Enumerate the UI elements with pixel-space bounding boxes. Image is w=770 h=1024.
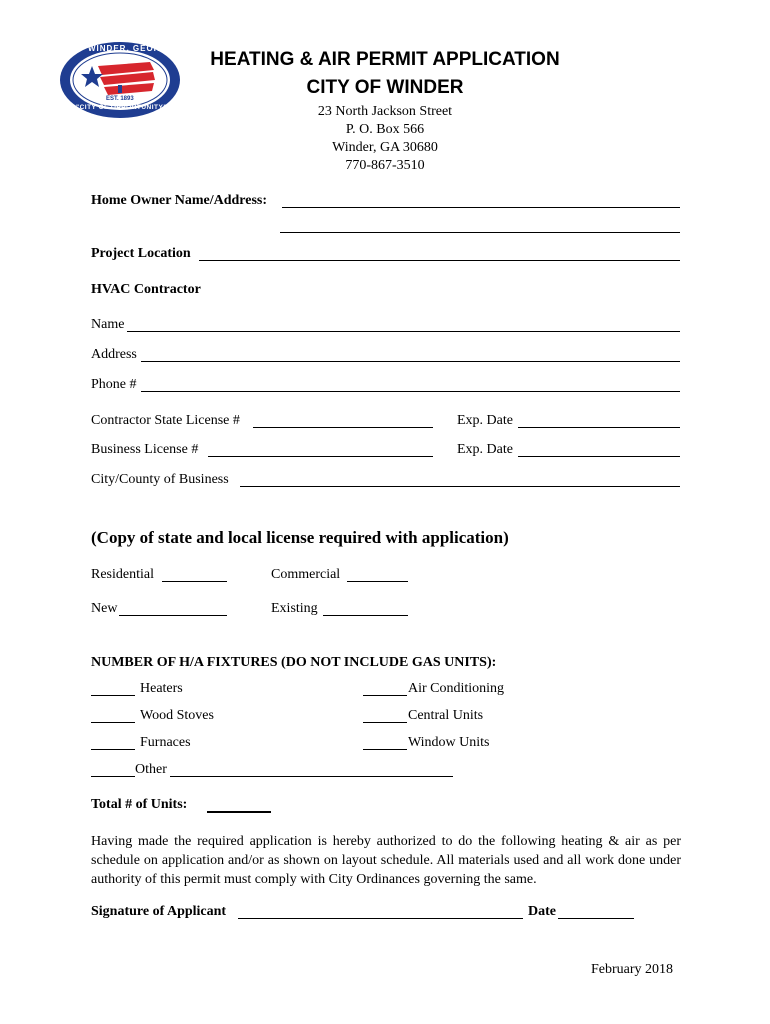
- contractor-address-label: Address: [91, 347, 137, 362]
- project-location-label: Project Location: [91, 246, 191, 261]
- total-units-label: Total # of Units:: [91, 797, 188, 812]
- address-city: Winder, GA 30680: [332, 140, 438, 155]
- furnaces-label: Furnaces: [140, 735, 191, 750]
- authorization-text: Having made the required application is hereby authorized to do the following heating & air as per schedule on application and/or as shown on layout schedule. All materials used and all work done under authority of this permit must comply with City Ordinances governing the same.: [91, 834, 681, 887]
- address-street: 23 North Jackson Street: [317, 104, 453, 119]
- state-license-field[interactable]: [253, 427, 433, 428]
- wood-stoves-field[interactable]: [91, 722, 135, 723]
- other-label: Other: [135, 762, 167, 777]
- logo-text-est: EST. 1893: [106, 96, 134, 102]
- commercial-field[interactable]: [347, 581, 408, 582]
- date-field[interactable]: [558, 918, 634, 919]
- home-owner-label: Home Owner Name/Address:: [91, 193, 268, 208]
- logo-text-bottom: "CITY OF OPPORTUNITY": [76, 104, 167, 111]
- heaters-field[interactable]: [91, 695, 135, 696]
- new-label: New: [91, 601, 118, 616]
- home-owner-field-2[interactable]: [280, 232, 680, 233]
- residential-field[interactable]: [162, 581, 227, 582]
- logo-text-top: WINDER, GEORGIA: [88, 44, 178, 53]
- revision-date: February 2018: [591, 962, 674, 977]
- signature-field[interactable]: [238, 918, 523, 919]
- central-units-label: Central Units: [408, 708, 484, 723]
- air-conditioning-label: Air Conditioning: [408, 681, 505, 696]
- existing-field[interactable]: [323, 615, 408, 616]
- fixtures-heading: NUMBER OF H/A FIXTURES (DO NOT INCLUDE GAS UNITS):: [91, 655, 497, 670]
- wood-stoves-label: Wood Stoves: [140, 708, 214, 723]
- business-license-exp-label: Exp. Date: [457, 442, 513, 457]
- total-units-field[interactable]: [207, 811, 271, 813]
- business-license-label: Business License #: [91, 442, 199, 457]
- heaters-label: Heaters: [140, 681, 183, 696]
- contractor-address-field[interactable]: [141, 361, 680, 362]
- business-license-field[interactable]: [208, 456, 433, 457]
- commercial-label: Commercial: [271, 567, 341, 582]
- state-license-label: Contractor State License #: [91, 413, 240, 428]
- new-field[interactable]: [119, 615, 227, 616]
- hvac-contractor-heading: HVAC Contractor: [91, 282, 201, 297]
- business-license-exp-field[interactable]: [518, 456, 680, 457]
- city-county-label: City/County of Business: [91, 472, 229, 487]
- central-units-field[interactable]: [363, 722, 407, 723]
- window-units-field[interactable]: [363, 749, 407, 750]
- contractor-name-field[interactable]: [127, 331, 680, 332]
- city-county-field[interactable]: [240, 486, 680, 487]
- air-conditioning-field[interactable]: [363, 695, 407, 696]
- date-label: Date: [528, 904, 556, 919]
- address-phone: 770-867-3510: [345, 158, 425, 173]
- existing-label: Existing: [271, 601, 318, 616]
- furnaces-field[interactable]: [91, 749, 135, 750]
- contractor-name-label: Name: [91, 317, 125, 332]
- home-owner-field[interactable]: [282, 207, 680, 208]
- project-location-field[interactable]: [199, 260, 680, 261]
- other-description-field[interactable]: [170, 776, 453, 777]
- city-address: [235, 103, 535, 175]
- page-subtitle: CITY OF WINDER: [306, 77, 464, 98]
- state-license-exp-field[interactable]: [518, 427, 680, 428]
- window-units-label: Window Units: [408, 735, 490, 750]
- other-count-field[interactable]: [91, 776, 135, 777]
- contractor-phone-field[interactable]: [141, 391, 680, 392]
- signature-label: Signature of Applicant: [91, 904, 227, 919]
- residential-label: Residential: [91, 567, 154, 582]
- license-note: (Copy of state and local license required with application): [91, 528, 509, 547]
- contractor-phone-label: Phone #: [91, 377, 137, 392]
- page-title: HEATING & AIR PERMIT APPLICATION: [210, 49, 560, 70]
- address-po-box: P. O. Box 566: [345, 122, 425, 137]
- state-license-exp-label: Exp. Date: [457, 413, 513, 428]
